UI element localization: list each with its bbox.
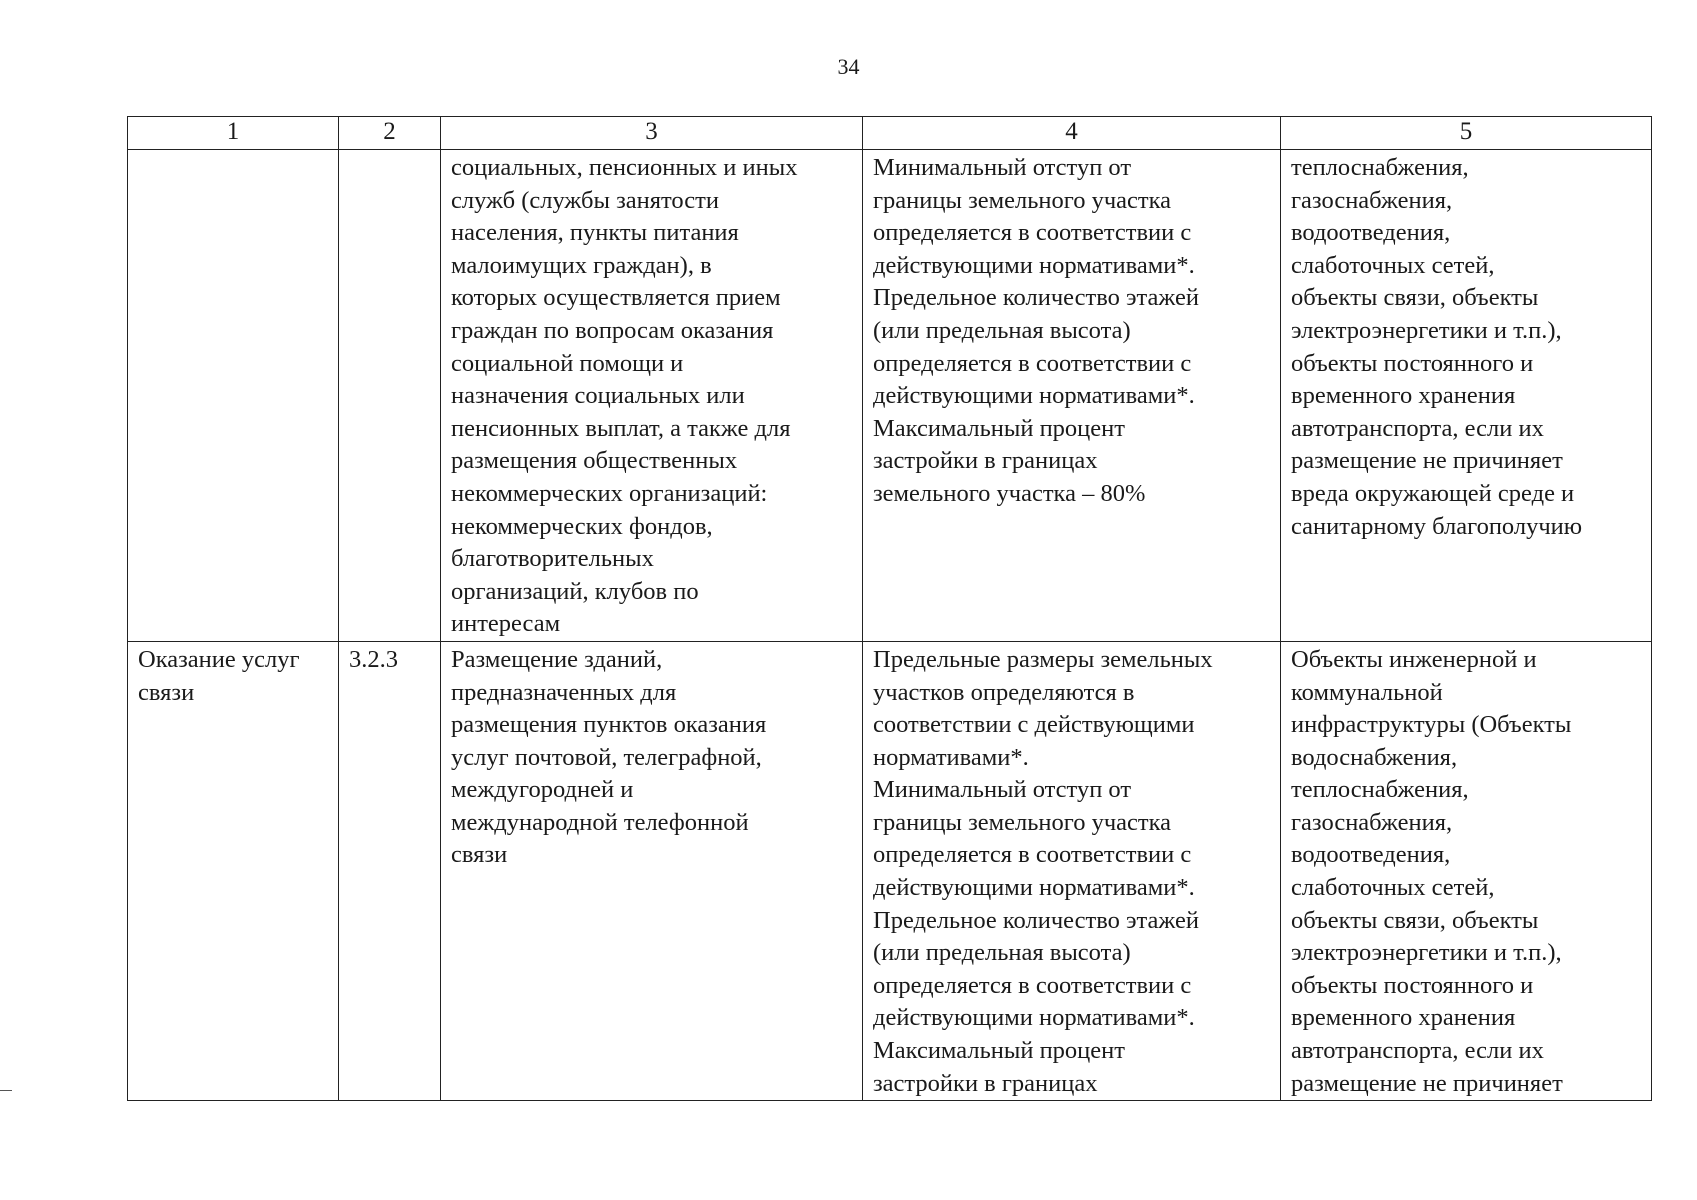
regulations-table — [127, 116, 1652, 1101]
table-row — [128, 150, 1652, 642]
table-row — [128, 641, 1652, 1100]
column-number-5: 5 — [1281, 117, 1652, 150]
land-use-description-cell: Размещение зданий, предназначенных для размещения пунктов оказания услуг почтовой, телеграфной, междугородней и международной телефонной связи — [441, 641, 863, 1100]
land-use-type-cell — [128, 150, 339, 642]
land-use-code-cell — [339, 150, 441, 642]
parameters-cell: Минимальный отступ от границы земельного участка определяется в соответствии с действующими нормативами*. Предельное количество этажей (или предельная высота) определяется в соответствии с действующими нормативами*. Максимальный процент застройки в границах земельного участка – 80% — [863, 150, 1281, 642]
auxiliary-uses-cell: теплоснабжения, газоснабжения, водоотведения, слаботочных сетей, объекты связи, объекты электроэнергетики и т.п.), объекты постоянного и временного хранения автотранспорта, если их размещение не причиняет вреда окружающей среде и санитарному благополучию — [1281, 150, 1652, 642]
parameters-cell: Предельные размеры земельных участков определяются в соответствии с действующими нормативами*. Минимальный отступ от границы земельного участка определяется в соответствии с действующими нормативами*. Предельное количество этажей (или предельная высота) определяется в соответствии с действующими нормативами*. Максимальный процент застройки в границах — [863, 641, 1281, 1100]
land-use-type-cell: Оказание услуг связи — [128, 641, 339, 1100]
column-number-2: 2 — [339, 117, 441, 150]
column-number-3: 3 — [441, 117, 863, 150]
page-number: 34 — [837, 54, 860, 79]
column-number-1: 1 — [128, 117, 339, 150]
table-header-row — [128, 117, 1652, 150]
column-number-4: 4 — [863, 117, 1281, 150]
land-use-description-cell: социальных, пенсионных и иных служб (службы занятости населения, пункты питания малоимущих граждан), в которых осуществляется прием граждан по вопросам оказания социальной помощи и назначения социальных или пенсионных выплат, а также для размещения общественных некоммерческих организаций: некоммерческих фондов, благотворительных организаций, клубов по интересам — [441, 150, 863, 642]
land-use-code-cell: 3.2.3 — [339, 641, 441, 1100]
margin-mark — [0, 1090, 12, 1091]
auxiliary-uses-cell: Объекты инженерной и коммунальной инфраструктуры (Объекты водоснабжения, теплоснабжения, газоснабжения, водоотведения, слаботочных сетей, объекты связи, объекты электроэнергетики и т.п.), объекты постоянного и временного хранения автотранспорта, если их размещение не причиняет — [1281, 641, 1652, 1100]
